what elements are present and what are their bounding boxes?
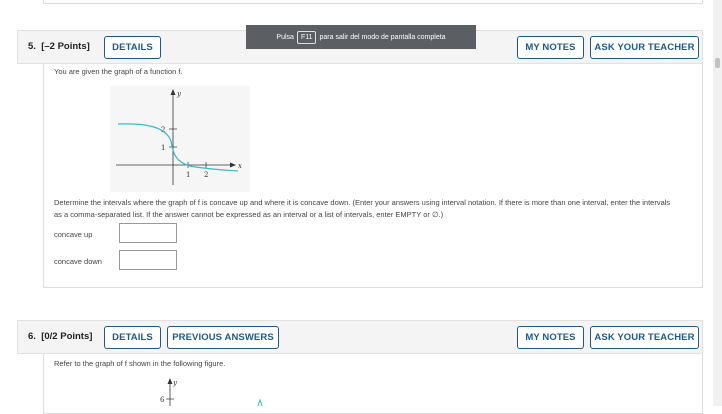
my-notes-button[interactable]: MY NOTES — [517, 36, 584, 59]
concave-up-input[interactable] — [119, 223, 177, 243]
concave-down-label: concave down — [54, 257, 102, 266]
question-6-title: 6. [0/2 Points] — [28, 331, 93, 342]
y-axis-label: y — [173, 379, 177, 387]
y-tick-label: 2 — [161, 126, 166, 134]
concave-up-label: concave up — [54, 230, 93, 239]
y-tick-label: 1 — [161, 144, 166, 152]
function-graph — [110, 86, 250, 192]
x-tick-label: 2 — [204, 171, 209, 179]
function-graph-2 — [110, 376, 270, 406]
question-6-intro: Refer to the graph of f shown in the following figure. — [54, 359, 226, 368]
fullscreen-toast — [246, 25, 476, 49]
ask-your-teacher-button[interactable]: ASK YOUR TEACHER — [590, 36, 699, 59]
previous-section-bottom — [43, 0, 703, 4]
previous-answers-button[interactable]: PREVIOUS ANSWERS — [167, 326, 279, 349]
question-5-body — [43, 64, 703, 288]
question-5-instructions: Determine the intervals where the graph of f is concave up and where it is concave down. (Enter your answers using interval notation. If there is more than one interval, enter the intervals as a comma-separated list. If the answer cannot be expressed as an interval or a list of intervals, enter EMPTY or ∅.) — [54, 198, 671, 219]
toast-prefix: Pulsa — [276, 33, 294, 41]
x-axis-label: x — [238, 162, 242, 170]
toast-message: para salir del modo de pantalla completa — [319, 33, 446, 41]
y-axis-label: y — [177, 90, 181, 98]
vertical-scrollbar[interactable] — [713, 0, 722, 406]
question-6-header — [17, 320, 703, 354]
question-6-body — [43, 354, 703, 414]
ask-your-teacher-button[interactable]: ASK YOUR TEACHER — [590, 326, 699, 349]
x-tick-label: 1 — [186, 171, 191, 179]
scrollbar-thumb[interactable] — [715, 58, 720, 68]
f11-key-badge: F11 — [297, 31, 317, 44]
details-button[interactable]: DETAILS — [104, 36, 161, 59]
question-5-title: 5. [–2 Points] — [28, 41, 90, 52]
details-button[interactable]: DETAILS — [104, 326, 161, 349]
concave-down-input[interactable] — [119, 250, 177, 270]
y-tick-label: 6 — [160, 396, 165, 404]
my-notes-button[interactable]: MY NOTES — [517, 326, 584, 349]
question-5-intro: You are given the graph of a function f. — [54, 67, 183, 76]
